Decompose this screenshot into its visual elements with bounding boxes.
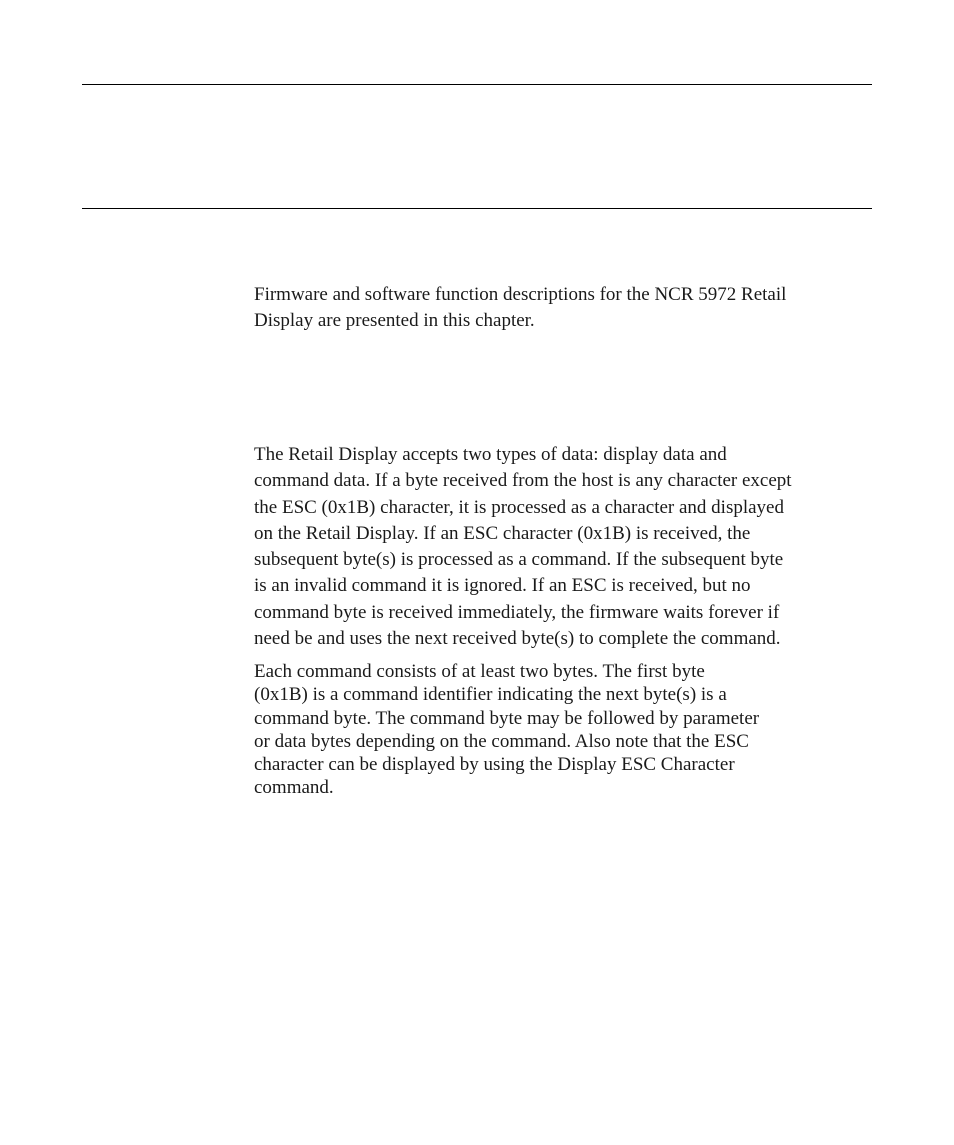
data-types-paragraph: The Retail Display accepts two types of data: display data and command data. If a byte received from the host is any character except the ESC (0x1B) character, it is processed as a character and displayed on the Retail Display. If an ESC character (0x1B) is received, the subsequent byte(s) is processed as a command. If the subsequent byte is an invalid command it is ignored. If an ESC is received, but no command byte is received immediately, the firmware waits forever if need be and uses the next received byte(s) to complete the command.	[254, 444, 792, 650]
header-top-rule	[82, 84, 872, 85]
command-structure-paragraph: Each command consists of at least two bytes. The first byte (0x1B) is a command identifier indicating the next byte(s) is a command byte. The command byte may be followed by parameter or data bytes depending on the command. Also note that the ESC character can be displayed by using the Display ESC Character command.	[254, 661, 760, 799]
header-bottom-rule	[82, 208, 872, 209]
intro-paragraph: Firmware and software function descriptions for the NCR 5972 Retail Display are presented in this chapter.	[254, 284, 787, 331]
